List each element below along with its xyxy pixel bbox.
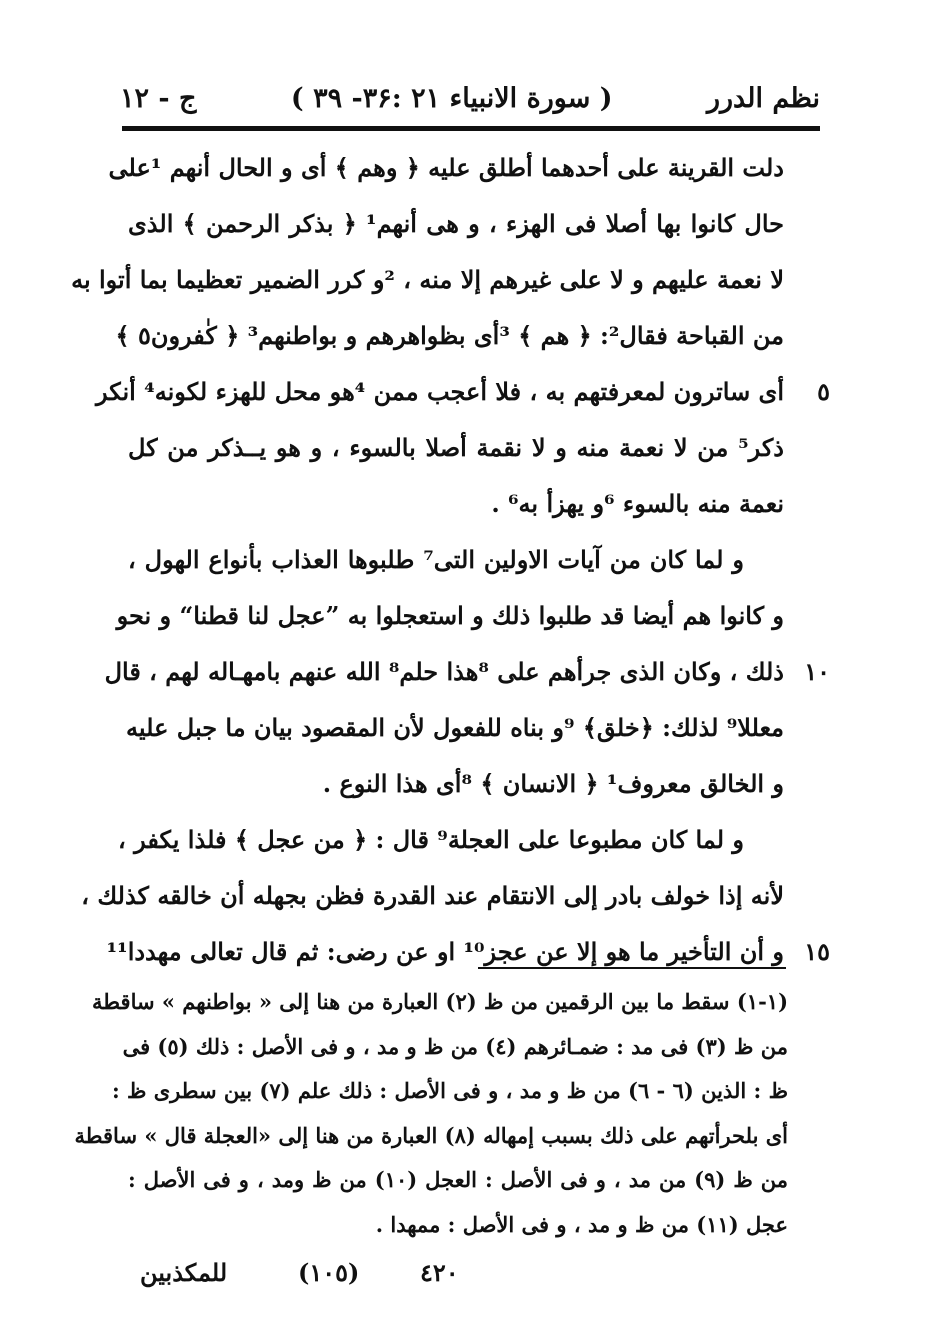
running-header (120, 78, 820, 118)
footnote-line: أى بلحرأتهم على ذلك بسبب إمهاله (٨) العبارة من هنا إلى «العجلة قال » ساقطة (74, 1122, 788, 1148)
footnote-separator (478, 967, 786, 969)
volume-number: ج - ۱۲ (120, 82, 197, 114)
line-text: حال كانوا بها أصلا فى الهزء ، و هى أنهم¹ ﴿ بذكر الرحمن ﴾ الذى (128, 209, 784, 238)
text-line (71, 252, 784, 308)
line-text: و أن التأخير ما هو إلا عن عجز¹⁰ او عن رضى: ثم قال تعالى مهددا¹¹ (106, 937, 784, 966)
text-line (128, 700, 784, 756)
line-text: و كانوا هم أيضا قد طلبوا ذلك و استعجلوا به ”عجل لنا قطنا“ و نحو (116, 601, 784, 630)
text-line (118, 812, 784, 868)
footnote-line: ظ : الذين (٦ - ٦) من ظ و مد ، و فى الأصل : ذلك علم (٧) بين سطرى ظ : (111, 1078, 788, 1103)
text-line (128, 532, 784, 588)
page-footer (140, 1258, 800, 1298)
page-number: ٤٢٠ (420, 1258, 459, 1287)
text-line (104, 644, 830, 700)
line-text: لأنه إذا خولف بادر إلى الانتقام عند القدرة فظن بجهله أن خالقه كذلك ، (81, 881, 784, 910)
text-line (106, 924, 830, 980)
line-text: و الخالق معروف¹ ﴿ الانسان ﴾ ⁸أى هذا النوع . (322, 769, 784, 798)
text-line (128, 756, 784, 812)
line-text: ذلك ، وكان الذى جرأهم على ⁸هذا حلم⁸ الله عنهم بامهـاله لهم ، قال (104, 657, 784, 686)
line-number: ١٠ (804, 657, 830, 686)
line-text: دلت القرينة على أحدهما أطلق عليه ﴿ وهم ﴾ أى و الحال أنهم ¹على (108, 153, 784, 182)
line-number: ٥ (817, 377, 830, 406)
text-line (128, 196, 784, 252)
line-text: ذكر⁵ من لا نعمة منه و لا نقمة أصلا بالسوء ، و هو يــذكر من كل (128, 433, 784, 462)
text-line (96, 364, 830, 420)
footnote-line: عجل (١١) من ظ و مد ، و فى الأصل : ممهدا . (375, 1211, 788, 1237)
text-line (81, 868, 784, 924)
line-text: و لما كان مطبوعا على العجلة⁹ قال : ﴿ من عجل ﴾ فلذا يكفر ، (118, 825, 744, 854)
book-title: نظم الدرر (706, 82, 820, 114)
text-line (116, 588, 784, 644)
text-line (128, 476, 784, 532)
footnote-line: (١-١) سقط ما بين الرقمين من ظ (٢) العبارة من هنا إلى « بواطنهم » ساقطة (92, 989, 788, 1014)
line-number: ١٥ (804, 937, 830, 966)
footnote-line: من ظ (٣) فى مد : ضمـائرهم (٤) من ظ و مد ، و فى الأصل : ذلك (٥) فى (122, 1033, 788, 1059)
line-text: معللا⁹ لذلك: ﴿خلق﴾ ⁹و بناه للفعول لأن المقصود بيان ما جبل عليه (126, 713, 784, 742)
text-line (128, 420, 784, 476)
line-text: و لما كان من آيات الاولين التى⁷ طلبوها العذاب بأنواع الهول ، (128, 545, 744, 574)
line-text: أى ساترون لمعرفتهم به ، فلا أعجب ممن ⁴هو محل للهزء لكونه⁴ أنكر (96, 377, 784, 406)
line-text: لا نعمة عليهم و لا على غيرهم إلا منه ، ²و كرر الضمير تعظيما بما أتوا به (71, 265, 784, 294)
header-rule (122, 126, 820, 131)
footnotes (74, 980, 788, 1247)
signature-mark: (١٠٥) (298, 1258, 360, 1287)
main-text (71, 140, 830, 980)
text-line (108, 140, 784, 196)
line-text: نعمة منه بالسوء ⁶و يهزأ به⁶ . (491, 489, 784, 518)
catchword: للمكذبين (140, 1258, 228, 1287)
line-text: من القباحة فقال²: ﴿ هم ﴾ ³أى بظواهرهم و بواطنهم³ ﴿ كٰفرون٥ ﴾ (115, 321, 784, 350)
footnote-line: من ظ (٩) من مد ، و فى الأصل : العجل (١٠) من ظ ومد ، و فى الأصل : (128, 1167, 788, 1192)
text-line (115, 308, 784, 364)
surah-reference: ( سورة الانبياء ۲۱ :۳۶- ۳۹ ) (290, 82, 613, 114)
